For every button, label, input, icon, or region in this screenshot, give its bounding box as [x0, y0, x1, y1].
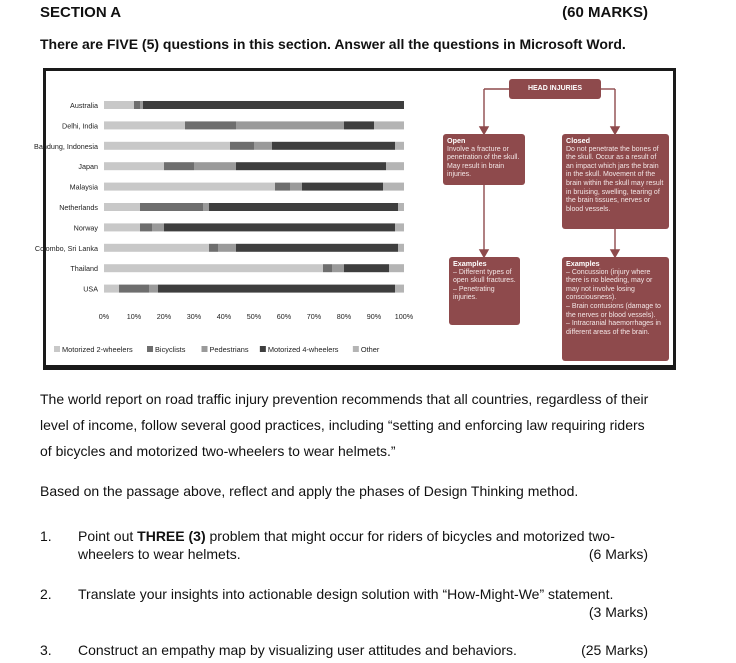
bar-segment: [104, 101, 134, 109]
closed-examples-title: Examples: [566, 259, 600, 268]
bar-segment: [236, 244, 398, 252]
prompt-text: Based on the passage above, reflect and apply the phases of Design Thinking method.: [40, 483, 579, 499]
question-text: Construct an empathy map by visualizing user attitudes and behaviors.: [78, 642, 517, 658]
question-text-bold: THREE (3): [137, 528, 206, 544]
bar-segment: [152, 223, 164, 231]
bar-segment: [104, 162, 164, 170]
bar-segment: [104, 264, 323, 272]
category-label: Australia: [70, 101, 98, 110]
bar-segment: [104, 223, 140, 231]
legend-label: Motorized 2-wheelers: [62, 345, 133, 354]
question-marks: (6 Marks): [588, 546, 648, 562]
open-examples-title: Examples: [453, 259, 487, 268]
bar-segment: [104, 203, 140, 211]
category-label: USA: [83, 284, 98, 294]
bar-segment: [149, 285, 158, 293]
bar-segment: [323, 264, 332, 272]
closed-examples-box: [562, 257, 669, 361]
closed-title: Closed: [566, 136, 590, 145]
question-number: 3.: [40, 642, 52, 658]
category-label: Thailand: [70, 264, 98, 274]
legend-swatch: [260, 346, 266, 352]
question-marks: (3 Marks): [588, 604, 648, 620]
legend-swatch: [202, 346, 208, 352]
bar-segment: [374, 121, 404, 129]
bar-segment: [272, 142, 395, 150]
bar-segment: [332, 264, 344, 272]
bar-segment: [158, 285, 395, 293]
bar-segment: [104, 183, 275, 191]
bar-segment: [164, 162, 194, 170]
legend-swatch: [54, 346, 60, 352]
question-number: 1.: [40, 528, 52, 544]
legend-swatch: [353, 346, 359, 352]
open-example-item: – Penetrating injuries.: [453, 285, 495, 302]
bar-segment: [236, 121, 344, 129]
x-tick-label: 90%: [366, 312, 382, 321]
bar-segment: [140, 101, 143, 109]
category-label: Norway: [73, 223, 98, 233]
legend-swatch: [147, 346, 153, 352]
bar-segment: [104, 142, 230, 150]
bar-segment: [383, 183, 404, 191]
category-label: Japan: [78, 162, 98, 172]
bar-segment: [134, 101, 140, 109]
bar-segment: [140, 203, 203, 211]
question-3: [40, 641, 648, 661]
x-tick-label: 100%: [394, 312, 414, 321]
x-tick-label: 60%: [276, 312, 292, 321]
arrow-closed: [611, 127, 619, 134]
bar-segment: [164, 223, 395, 231]
closed-text: Do not penetrate the bones of the skull. Occur as a result of an impact which jars the brain in the skull. Movement of the brain within the skull may result in bruising, swelling, tearing of the brain tissues, nerves or blood vessels.: [566, 145, 664, 213]
section-title: SECTION A: [40, 4, 122, 21]
bar-segment: [104, 285, 119, 293]
open-title: Open: [447, 136, 466, 145]
question-text: [78, 527, 648, 563]
arrow-open: [480, 127, 488, 134]
passage-text: The world report on road traffic injury prevention recommends that all countries, regardless of their level of income, follow several good practices, including “setting and enforcing law requiring riders of bicycles and motorized two-wheelers to wear helmets.”: [40, 391, 649, 459]
x-tick-label: 10%: [126, 312, 142, 321]
bar-segment: [275, 183, 290, 191]
x-tick-label: 40%: [216, 312, 232, 321]
bar-segment: [185, 121, 236, 129]
closed-example-item: – Brain contusions (damage to the nerves or blood vessels).: [566, 302, 661, 319]
bar-segment: [143, 101, 404, 109]
x-tick-label: 50%: [246, 312, 262, 321]
question-text-pre: Point out: [78, 528, 138, 544]
category-label: Netherlands: [59, 203, 98, 212]
bar-segment: [395, 285, 404, 293]
bar-segment: [194, 162, 236, 170]
bar-segment: [209, 203, 398, 211]
category-label: Colombo, Sri Lanka: [34, 243, 98, 253]
bar-segment: [218, 244, 236, 252]
head-injuries-box: HEAD INJURIES: [509, 79, 601, 99]
bar-segment: [344, 264, 389, 272]
x-tick-label: 0%: [98, 312, 110, 321]
bar-segment: [140, 223, 152, 231]
closed-example-item: – Intracranial haemorrhages in different areas of the brain.: [566, 320, 661, 336]
legend-label: Pedestrians: [209, 345, 249, 354]
legend-label: Bicyclists: [155, 345, 186, 354]
bar-segment: [386, 162, 404, 170]
closed-injury-box: [562, 134, 669, 229]
bar-segment: [104, 121, 185, 129]
open-examples-box: [449, 257, 520, 325]
bar-segment: [398, 203, 404, 211]
arrow-closed-examples: [611, 250, 619, 257]
open-example-item: – Different types of open skull fractures.: [453, 268, 516, 285]
bar-segment: [398, 244, 404, 252]
question-1: [40, 527, 648, 567]
bar-segment: [389, 264, 404, 272]
bar-segment: [203, 203, 209, 211]
open-injury-box: [443, 134, 525, 185]
x-tick-label: 70%: [306, 312, 322, 321]
bar-segment: [395, 142, 404, 150]
legend-label: Other: [360, 345, 380, 354]
legend-label: Motorized 4-wheelers: [267, 345, 339, 354]
arrow-open-examples: [480, 250, 488, 257]
question-text: Translate your insights into actionable design solution with “How-Might-We” statement.: [78, 586, 614, 602]
question-number: 2.: [40, 586, 52, 602]
section-marks: (60 MARKS): [562, 4, 648, 21]
x-tick-label: 80%: [336, 312, 352, 321]
open-text: Involve a fracture or penetration of the skull. May result in brain injuries.: [447, 145, 520, 179]
bar-segment: [344, 121, 374, 129]
category-label: Bandung, Indonesia: [34, 141, 98, 151]
question-marks: (25 Marks): [581, 642, 648, 658]
question-2: [40, 585, 648, 625]
question-text-post: problem that might occur for riders of bicycles and motorized two-wheelers to wear helmets.: [78, 528, 615, 562]
closed-example-item: – Concussion (injury where there is no bleeding, may or may not involve losing consciousness).: [566, 268, 653, 302]
instruction-text: There are FIVE (5) questions in this section. Answer all the questions in Microsoft Word.: [40, 36, 626, 52]
category-label: Malaysia: [69, 182, 98, 192]
bar-segment: [209, 244, 218, 252]
figure-panel: [34, 68, 676, 370]
x-tick-label: 30%: [186, 312, 202, 321]
bar-segment: [104, 244, 209, 252]
x-tick-label: 20%: [156, 312, 172, 321]
bar-segment: [236, 162, 386, 170]
bar-segment: [395, 223, 404, 231]
bar-segment: [302, 183, 383, 191]
bar-segment: [290, 183, 302, 191]
bar-segment: [254, 142, 272, 150]
bar-segment: [119, 285, 149, 293]
bar-segment: [230, 142, 254, 150]
category-label: Delhi, India: [62, 121, 98, 131]
